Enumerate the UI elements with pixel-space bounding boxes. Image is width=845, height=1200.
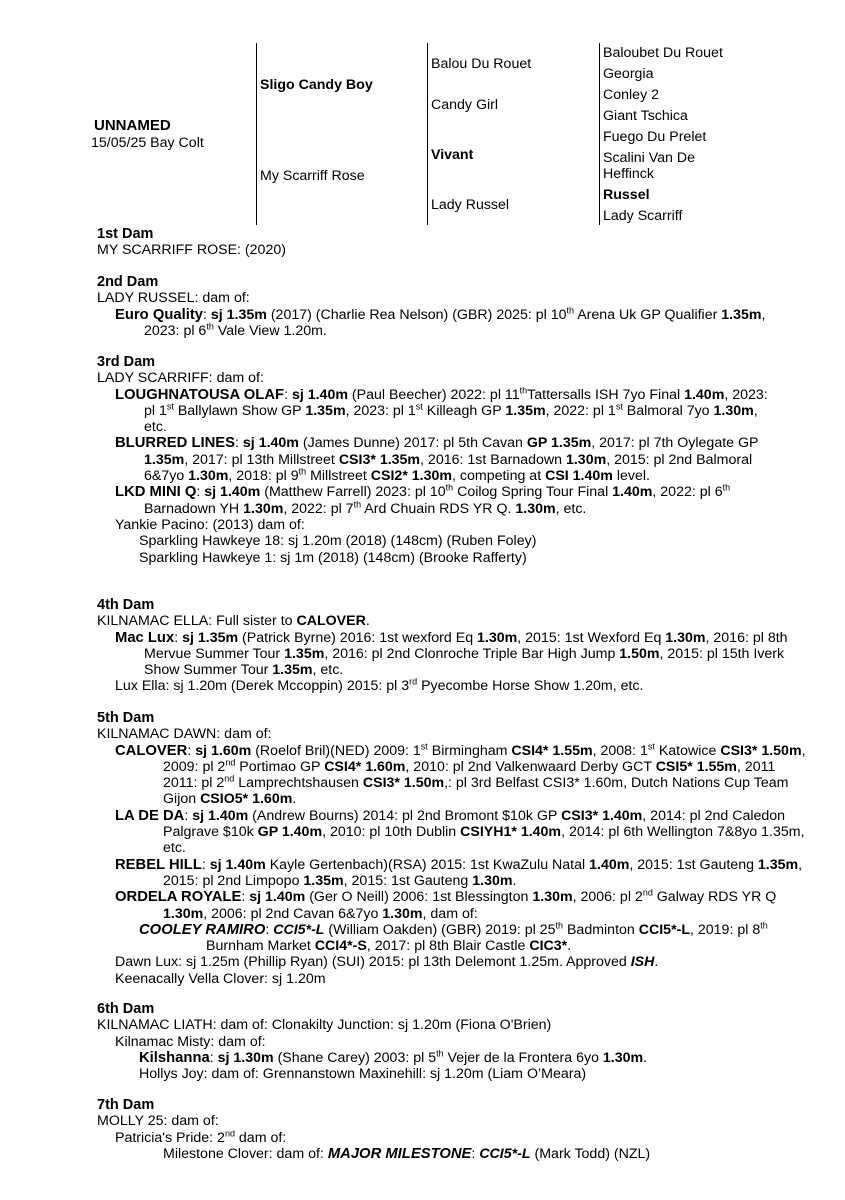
text: , 2022: pl 6 — [652, 484, 723, 501]
horse-name: LA DE DA — [115, 807, 185, 824]
milestone-clover-line — [97, 1146, 817, 1162]
sup: nd — [224, 1127, 235, 1138]
level: CSIYH1* 1.40m — [460, 824, 562, 841]
text: , 2016: pl 8th Mervue Summer Tour — [144, 629, 788, 662]
horse-name: LOUGHNATOUSA OLAF — [115, 386, 285, 403]
level: sj 1.40m — [209, 856, 266, 873]
gen3-1: Baloubet Du Rouet — [603, 45, 723, 61]
section-heading: 7th Dam — [97, 1097, 155, 1113]
text: Lux Ella: sj 1.20m (Derek Mccoppin) 2015: pl 3 — [115, 678, 410, 695]
level: GP 1.35m — [526, 435, 592, 452]
sup: th — [555, 920, 564, 931]
level: sj 1.35m — [182, 629, 239, 646]
dam-line — [97, 613, 817, 629]
third-dam-section — [97, 354, 817, 566]
text: Dawn Lux: sj 1.25m (Phillip Ryan) (SUI) 2015: pl 13th Delemont 1.25m. Approved — [115, 954, 631, 971]
text: , 2015: pl 2nd Balmoral 6&7yo — [144, 451, 753, 485]
text: . — [365, 613, 370, 630]
fourth-dam-section — [97, 597, 817, 695]
progeny-euro-quality: Euro Quality: sj 1.35m (2017) (Charlie Rea Nelson) (GBR) 2025: pl 10th Arena Uk GP Qualifier 1.35m, 2023: pl 6th Vale View 1.20m. — [115, 304, 766, 339]
level: sj 1.60m — [195, 742, 252, 759]
text: , 2023: pl 1 — [144, 386, 768, 419]
gen3-4: Giant Tschica — [603, 108, 688, 124]
text: , 2010: pl 2nd Valkenwaard Derby GCT — [405, 758, 656, 775]
text: , 2008: 1 — [592, 742, 648, 759]
level: sj 1.40m — [291, 386, 348, 403]
gen3-6: Scalini Van De — [603, 150, 696, 166]
section-heading: 4th Dam — [97, 597, 155, 613]
level: 1.30m — [713, 402, 754, 419]
text: Badminton — [563, 921, 639, 938]
horse-name: BLURRED LINES — [115, 435, 236, 452]
progeny-kilshanna: Kilshanna: sj 1.30m (Shane Carey) 2003: pl 5th Vejer de la Frontera 6yo 1.30m. — [139, 1048, 648, 1066]
sup: nd — [225, 757, 236, 768]
text: , 2011 2011: pl 2 — [163, 758, 776, 792]
horse-name: ORDELA ROYALE — [115, 889, 242, 906]
progeny-keenacally-vella-clover: Keenacally Vella Clover: sj 1.20m — [115, 970, 326, 987]
subject-info: 15/05/25 Bay Colt — [91, 135, 204, 151]
level: CSI 1.40m — [545, 468, 613, 485]
seventh-dam-section — [97, 1097, 817, 1162]
horse-name: CALOVER — [296, 613, 366, 630]
text: (2017) (Charlie Rea Nelson) (GBR) 2025: pl 10 — [266, 306, 567, 323]
level: 1.40m — [612, 484, 653, 501]
sparkling-hawkeye-18: Sparkling Hawkeye 18: sj 1.20m (2018) (148cm) (Ruben Foley) — [139, 533, 537, 550]
patricias-pride-line — [97, 1127, 817, 1146]
text: (Shane Carey) 2003: pl 5 — [273, 1049, 437, 1066]
sup: th — [722, 482, 731, 493]
level: sj 1.40m — [242, 435, 299, 452]
level: 1.30m — [477, 629, 518, 646]
pedigree-divider-1 — [256, 43, 257, 225]
pedigree-divider-2 — [427, 43, 428, 225]
text: Millstreet — [306, 468, 371, 485]
horse-name: LKD MINI Q — [115, 484, 197, 501]
level: CCI4*-S — [314, 938, 367, 955]
level: 1.40m — [589, 856, 630, 873]
level: sj 1.30m — [217, 1049, 274, 1066]
level: CSI5* 1.55m — [655, 758, 737, 775]
text: , 2016: pl 2nd Clonroche Triple Bar High Jump — [324, 645, 620, 662]
dam-name: My Scarriff Rose — [260, 168, 365, 184]
sup: th — [760, 920, 768, 931]
text: , 2017: pl 7th Oylegate GP — [591, 435, 759, 452]
text: , 2017: pl 13th Millstreet — [184, 451, 339, 468]
text: Galway RDS YR Q — [652, 889, 777, 906]
level: 1.35m — [272, 662, 313, 679]
level: sj 1.35m — [210, 306, 267, 323]
sup: th — [353, 498, 362, 509]
progeny-loughnatousa-olaf: LOUGHNATOUSA OLAF: sj 1.40m (Paul Beecher) 2022: pl 11thTattersalls ISH 7yo Final 1.40m, 2023: pl 1st Ballylawn Show GP 1.35m, 2023: pl 1st Killeagh GP 1.35m, 2022: pl 1st Balmoral 7yo 1.30m, etc. — [115, 384, 768, 436]
progeny-calover: CALOVER: sj 1.60m (Roelof Bril)(NED) 2009: 1st Birmingham CSI4* 1.55m, 2008: 1st Katowice CSI3* 1.50m, 2009: pl 2nd Portimao GP CSI4* 1.60m, 2010: pl 2nd Valkenwaard Derby GCT CSI5* 1.55m, 2011 2011: pl 2nd Lamprechtshausen CSI3* 1.50m,: pl 3rd Belfast CSI3* 1.60m, Dutch Nations Cup Team Gijon CSIO5* 1.60m. — [115, 740, 806, 808]
level: CSI3* 1.35m — [338, 451, 421, 468]
horse-name: REBEL HILL — [115, 856, 202, 873]
dam-line: MOLLY 25: dam of: — [97, 1113, 219, 1130]
text: , 2015: 1st Wexford Eq — [517, 629, 666, 646]
gen2-dam-sire: Vivant — [431, 147, 474, 163]
text: Arena Uk GP Qualifier — [574, 306, 722, 323]
text: . — [512, 872, 517, 889]
level: sj 1.40m — [204, 484, 261, 501]
progeny-lux-ella — [97, 678, 817, 694]
text: Killeagh GP — [422, 402, 506, 419]
progeny-la-de-da: LA DE DA: sj 1.40m (Andrew Bourns) 2014: pl 2nd Bromont $10k GP CSI3* 1.40m, 2014: pl 2nd Caledon Palgrave $10k GP 1.40m, 2010: pl 10th Dublin CSIYH1* 1.40m, 2014: pl 6th Wellington 7&8yo 1.35m, etc. — [115, 807, 805, 857]
level: 1.35m — [303, 872, 344, 889]
sup: st — [415, 401, 423, 412]
sup: th — [436, 1048, 444, 1059]
text: , dam of: — [422, 905, 478, 922]
text: (Roelof Bril)(NED) 2009: 1 — [251, 742, 421, 759]
level: sj 1.40m — [192, 807, 249, 824]
progeny-mac-lux: Mac Lux: sj 1.35m (Patrick Byrne) 2016: 1st wexford Eq 1.30m, 2015: 1st Wexford Eq 1.30m, 2016: pl 8th Mervue Summer Tour 1.35m, 2016: pl 2nd Clonroche Triple Bar High Jump 1.50m, 2015: pl 15th Iverk Show Summer Tour 1.35m, etc. — [115, 629, 788, 679]
text: level. — [612, 468, 650, 485]
dam-line: MY SCARRIFF ROSE: (2020) — [97, 242, 286, 259]
level: 1.30m — [515, 500, 556, 517]
text: (Paul Beecher) 2022: pl 11 — [347, 386, 520, 403]
hollys-joy-line: Hollys Joy: dam of: Grennanstown Maxinehill: sj 1.20m (Liam O’Meara) — [139, 1066, 587, 1083]
text: , etc. — [555, 500, 587, 517]
gen3-5: Fuego Du Prelet — [603, 129, 707, 145]
sup: st — [615, 401, 623, 412]
text: (Andrew Bourns) 2014: pl 2nd Bromont $10k GP — [248, 807, 562, 824]
gen3-3: Conley 2 — [603, 87, 659, 103]
sup: th — [206, 321, 214, 332]
horse-name: Mac Lux — [115, 629, 175, 646]
text: Birmingham — [427, 742, 512, 759]
text: , 2009: pl 2 — [163, 742, 806, 775]
horse-name: CALOVER — [115, 742, 188, 759]
text: Coilog Spring Tour Final — [453, 484, 613, 501]
text: , 2019: pl 8 — [690, 921, 761, 938]
horse-name: COOLEY RAMIRO — [139, 921, 266, 938]
text: , 2015: pl 15th Iverk Show Summer Tour — [144, 645, 785, 679]
text: . — [654, 954, 659, 971]
level: 1.30m — [163, 905, 204, 922]
text: , 2014: pl 6th Wellington 7&8yo 1.35m, etc. — [163, 824, 805, 857]
section-heading: 2nd Dam — [97, 274, 159, 290]
section-heading: 1st Dam — [97, 226, 154, 242]
pedigree-divider-3 — [599, 43, 600, 225]
text: ISH — [630, 954, 655, 971]
level: 1.30m — [532, 889, 573, 906]
text: . — [643, 1049, 648, 1066]
level: 1.50m — [619, 645, 660, 662]
dam-line: KILNAMAC LIATH: dam of: Clonakilty Junction: sj 1.20m (Fiona O'Brien) — [97, 1017, 552, 1034]
sparkling-hawkeye-1: Sparkling Hawkeye 1: sj 1m (2018) (148cm) (Brooke Rafferty) — [139, 549, 527, 566]
text: (Matthew Farrell) 2023: pl 10 — [260, 484, 446, 501]
progeny-lkd-mini-q: LKD MINI Q: sj 1.40m (Matthew Farrell) 2023: pl 10th Coilog Spring Tour Final 1.40m, 2022: pl 6th Barnadown YH 1.30m, 2022: pl 7th Ard Chuain RDS YR Q. 1.30m, etc. — [115, 482, 731, 517]
text: Burnham Market — [206, 938, 315, 955]
text: Barnadown YH — [144, 500, 244, 517]
sup: th — [566, 304, 575, 315]
text: ,: pl 3rd Belfast CSI3* 1.60m, Dutch Nations Cup Team Gijon — [163, 775, 789, 808]
gen3-2: Georgia — [603, 66, 654, 82]
level: 1.30m — [472, 872, 513, 889]
section-heading: 3rd Dam — [97, 354, 156, 370]
text: Ard Chuain RDS YR Q. — [361, 500, 516, 517]
text: , 2023: pl 1 — [345, 402, 416, 419]
text: , 2006: pl 2nd Cavan 6&7yo — [203, 905, 383, 922]
text: Portimao GP — [235, 758, 325, 775]
section-heading: 6th Dam — [97, 1001, 155, 1017]
level: CSI4* 1.55m — [511, 742, 593, 759]
gen2-sire-sire: Balou Du Rouet — [431, 56, 532, 72]
text: (William Oakden) (GBR) 2019: pl 25 — [324, 921, 556, 938]
horse-name: Euro Quality — [115, 306, 203, 323]
text: (James Dunne) 2017: pl 5th Cavan — [298, 435, 527, 452]
level: CIC3* — [529, 938, 568, 955]
text: , 2023: pl 6 — [144, 306, 766, 339]
text: Vejer de la Frontera 6yo — [443, 1049, 603, 1066]
text: , etc. — [144, 402, 758, 436]
level: 1.35m — [757, 856, 799, 873]
text: dam of: — [234, 1129, 287, 1146]
level: CSI3* 1.50m — [720, 742, 802, 759]
text: , etc. — [312, 662, 344, 679]
text: : — [471, 1145, 480, 1162]
text: . — [567, 938, 572, 955]
level: 1.30m — [665, 629, 706, 646]
dam-line: KILNAMAC DAWN: dam of: — [97, 726, 272, 743]
level: GP 1.40m — [257, 824, 323, 841]
text: , 2006: pl 2 — [572, 889, 643, 906]
text: Pyecombe Horse Show 1.20m, etc. — [417, 678, 644, 695]
text: , competing at — [452, 468, 546, 485]
first-dam-section — [97, 226, 817, 259]
level: 1.35m — [721, 306, 762, 323]
text: KILNAMAC ELLA: Full sister to — [97, 613, 297, 630]
sup: st — [647, 740, 655, 751]
text: , 2022: pl 7 — [283, 500, 354, 517]
text: Balmoral 7yo — [622, 402, 714, 419]
level: 1.35m — [505, 402, 546, 419]
text: Katowice — [654, 742, 721, 759]
progeny-dawn-lux — [97, 954, 817, 970]
kilnamac-misty-line: Kilnamac Misty: dam of: — [115, 1033, 266, 1050]
level: 1.30m — [243, 500, 284, 517]
gen3-7: Russel — [603, 187, 650, 203]
horse-name: MAJOR MILESTONE — [327, 1145, 472, 1162]
level: CSIO5* 1.60m — [200, 791, 293, 808]
level: 1.40m — [684, 386, 725, 403]
dam-line: LADY RUSSEL: dam of: — [97, 290, 250, 307]
progeny-ordela-royale: ORDELA ROYALE: sj 1.40m (Ger O Neill) 2006: 1st Blessington 1.30m, 2006: pl 2nd Galway RDS YR Q 1.30m, 2006: pl 2nd Cavan 6&7yo 1.30m, dam of: — [115, 887, 777, 922]
text: Lamprechtshausen — [234, 775, 363, 792]
level: CCI5*-L — [638, 921, 690, 938]
sup: th — [519, 384, 528, 395]
level: 1.35m — [144, 451, 185, 468]
level: CSI2* 1.30m — [370, 468, 453, 485]
level: CCI5*-L — [273, 921, 325, 938]
text: (Ger O Neill) 2006: 1st Blessington — [305, 889, 533, 906]
text: (Patrick Byrne) 2016: 1st wexford Eq — [238, 629, 478, 646]
text: , 2022: pl 1 — [545, 402, 616, 419]
progeny-cooley-ramiro: COOLEY RAMIRO: CCI5*-L (William Oakden) (GBR) 2019: pl 25th Badminton CCI5*-L, 2019: pl 8th Burnham Market CCI4*-S, 2017: pl 8th Blair Castle CIC3*. — [139, 920, 768, 955]
subject-name: UNNAMED — [94, 117, 171, 134]
text: , 2010: pl 10th Dublin — [322, 824, 461, 841]
sup: rd — [409, 676, 418, 687]
sixth-dam-section — [97, 1001, 817, 1082]
yankie-pacino-line: Yankie Pacino: (2013) dam of: — [115, 516, 305, 533]
level: CCI5*-L — [479, 1145, 531, 1162]
horse-name: Kilshanna — [139, 1049, 210, 1066]
second-dam-section — [97, 274, 817, 339]
text: . — [292, 791, 297, 808]
sup: st — [420, 740, 428, 751]
level: 1.35m — [305, 402, 346, 419]
text: Ballylawn Show GP — [173, 402, 306, 419]
text: Tattersalls ISH 7yo Final — [527, 386, 685, 403]
text: , 2018: pl 9 — [228, 468, 299, 485]
text: , 2016: 1st Barnadown — [420, 451, 566, 468]
level: 1.30m — [602, 1049, 644, 1066]
level: 1.30m — [188, 468, 229, 485]
sup: th — [445, 482, 454, 493]
progeny-rebel-hill: REBEL HILL: sj 1.40m Kayle Gertenbach)(RSA) 2015: 1st KwaZulu Natal 1.40m, 2015: 1st Gauteng 1.35m, 2015: pl 2nd Limpopo 1.35m, 2015: 1st Gauteng 1.30m. — [115, 856, 803, 889]
level: CSI3* 1.40m — [561, 807, 643, 824]
progeny-blurred-lines: BLURRED LINES: sj 1.40m (James Dunne) 2017: pl 5th Cavan GP 1.35m, 2017: pl 7th Oylegate GP 1.35m, 2017: pl 13th Millstreet CSI3* 1.35m, 2016: 1st Barnadown 1.30m, 2015: pl 2nd Balmoral 6&7yo 1.30m, 2018: pl 9th Millstreet CSI2* 1.30m, competing at CSI 1.40m level. — [115, 435, 759, 485]
level: CSI4* 1.60m — [324, 758, 406, 775]
section-heading: 5th Dam — [97, 710, 155, 726]
sup: nd — [224, 773, 235, 784]
text: Patricia's Pride: 2 — [115, 1129, 225, 1146]
text: Vale View 1.20m. — [213, 322, 327, 339]
gen2-sire-dam: Candy Girl — [431, 97, 499, 113]
sup: nd — [642, 887, 653, 898]
level: CSI3* 1.50m — [362, 775, 445, 792]
sup: th — [298, 466, 307, 477]
level: sj 1.40m — [249, 889, 306, 906]
text: , 2017: pl 8th Blair Castle — [366, 938, 530, 955]
text: Kayle Gertenbach)(RSA) 2015: 1st KwaZulu Natal — [265, 856, 590, 873]
fifth-dam-section — [97, 710, 817, 987]
sup: st — [166, 401, 174, 412]
text: Milestone Clover: dam of: — [163, 1145, 328, 1162]
dam-line: LADY SCARRIFF: dam of: — [97, 370, 264, 387]
level: 1.30m — [565, 451, 607, 468]
text: , 2015: 1st Gauteng — [629, 856, 758, 873]
gen3-8: Lady Scarriff — [603, 208, 683, 224]
text: (Mark Todd) (NZL) — [530, 1145, 651, 1162]
level: 1.35m — [284, 645, 325, 662]
text: , 2014: pl 2nd Caledon Palgrave $10k — [163, 807, 786, 841]
gen2-dam-dam: Lady Russel — [431, 197, 510, 213]
gen3-6b: Heffinck — [603, 166, 654, 182]
sire-name: Sligo Candy Boy — [260, 77, 373, 93]
text: , 2015: pl 2nd Limpopo — [163, 856, 803, 889]
level: 1.30m — [382, 905, 423, 922]
text: , 2015: 1st Gauteng — [343, 872, 473, 889]
